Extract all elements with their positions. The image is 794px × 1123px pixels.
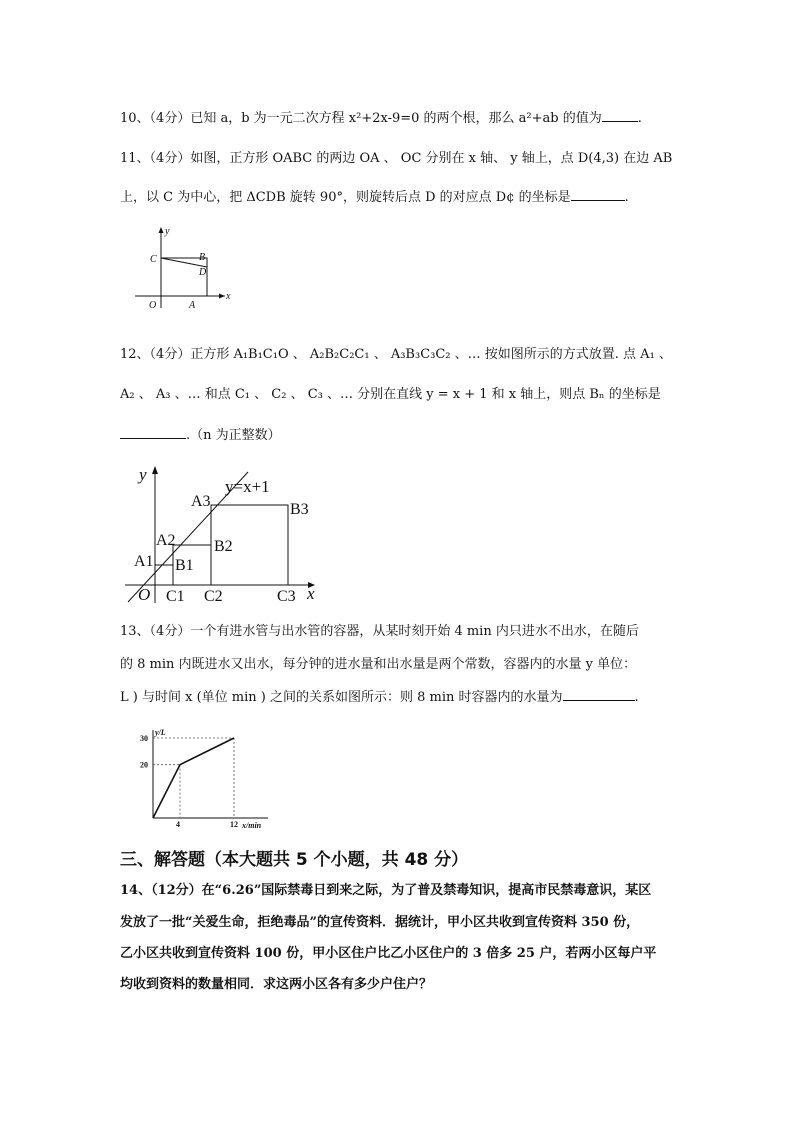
q14-line1: 14、（12分）在“6.26”国际禁毒日到来之际，为了普及禁毒知识，提高市民禁毒意识，某区 — [120, 883, 652, 898]
q13-line1: 13、（4分）一个有进水管与出水管的容器，从某时刻开始 4 min 内只进水不出水，在随后 — [120, 624, 639, 639]
q11-label-b: B — [199, 252, 206, 263]
q11-label-c: C — [150, 254, 157, 265]
q13-end: . — [634, 690, 639, 705]
q12-line3: .（n 为正整数） — [186, 428, 281, 443]
q12-label-c3: C3 — [277, 588, 296, 605]
q11-text-line2 — [120, 186, 629, 208]
q11-label-d: D — [199, 267, 207, 278]
q11-answer-blank — [571, 186, 625, 201]
q11-label-y: y — [165, 226, 170, 237]
q12-label-o: O — [138, 585, 151, 604]
q10-line1: 10、（4分）已知 a，b 为一元二次方程 x²+2x-9=0 的两个根，那么 a²+ab 的值为 — [120, 111, 602, 126]
q12-label-c2: C2 — [204, 588, 223, 605]
q11-label-a: A — [189, 300, 196, 311]
q13-chart — [128, 725, 278, 835]
q12-square-1 — [155, 565, 173, 585]
q11-figure — [125, 222, 235, 312]
q14-line3: 乙小区共收到宣传资料 100 份，甲小区住户比乙小区住户的 3 倍多 25 户，若两小区每户平 — [120, 946, 657, 961]
q12-label-y: y — [139, 465, 147, 484]
q14-line2: 发放了一批“关爱生命，拒绝毒品”的宣传资料．据统计，甲小区共收到宣传资料 350 份， — [120, 915, 640, 930]
q10-answer-blank — [602, 107, 638, 122]
q12-line1: 12、（4分）正方形 A₁B₁C₁O 、 A₂B₂C₂C₁ 、 A₃B₃C₃C₂ 、… 按如图所示的方式放置. 点 A₁ 、 — [120, 347, 672, 362]
q12-label-b2: B2 — [214, 538, 233, 555]
q13-series-line — [153, 738, 234, 818]
section-3-title: 三、解答题（本大题共 5 个小题，共 48 分） — [120, 850, 469, 870]
q13-xlabel: x/min — [242, 821, 262, 830]
q10-text — [120, 107, 642, 129]
q12-text-line3 — [120, 424, 281, 446]
q13-line3: L ) 与时间 x (单位 min ) 之间的关系如图所示：则 8 min 时容器内的水量为 — [120, 690, 563, 705]
q12-label-a1: A1 — [134, 553, 154, 570]
q13-line2: 的 8 min 内既进水又出水，每分钟的进水量和出水量是两个常数，容器内的水量 y 单位： — [120, 657, 637, 672]
q11-label-o: O — [149, 300, 157, 311]
q13-text-line3 — [120, 686, 639, 708]
q11-line1: 11、（4分）如图，正方形 OABC 的两边 OA 、 OC 分别在 x 轴、 y 轴上，点 D(4,3) 在边 AB — [120, 151, 673, 166]
q10-end: . — [637, 111, 642, 126]
q12-label-b1: B1 — [175, 557, 194, 574]
q12-label-c1: C1 — [166, 588, 185, 605]
q12-label-a3: A3 — [191, 493, 211, 510]
q12-label-line: y=x+1 — [225, 477, 270, 496]
q12-label-x: x — [307, 584, 315, 603]
q12-label-b3: B3 — [290, 501, 309, 518]
q12-line2: A₂ 、 A₃ 、… 和点 C₁ 、 C₂ 、 C₃ 、… 分别在直线 y = x + 1 和 x 轴上，则点 Bₙ 的坐标是 — [120, 387, 661, 402]
q13-xtick-0: 4 — [176, 820, 180, 829]
q11-label-x: x — [226, 291, 231, 302]
q13-answer-blank — [563, 686, 635, 701]
q13-ytick-1: 30 — [140, 734, 148, 743]
q13-ytick-0: 20 — [140, 760, 148, 770]
q11-end: . — [624, 190, 629, 205]
q11-line2: 上，以 C 为中心，把 ΔCDB 旋转 90°，则旋转后点 D 的对应点 D¢ 的坐标是 — [120, 190, 571, 205]
q13-xtick-1: 12 — [230, 820, 238, 829]
q12-label-a2: A2 — [156, 532, 176, 549]
q13-ylabel: y/L — [155, 728, 166, 737]
q14-line4: 均收到资料的数量相同．求这两小区各有多少户住户？ — [120, 977, 433, 992]
q12-figure — [125, 460, 325, 605]
q12-answer-blank — [120, 424, 186, 439]
